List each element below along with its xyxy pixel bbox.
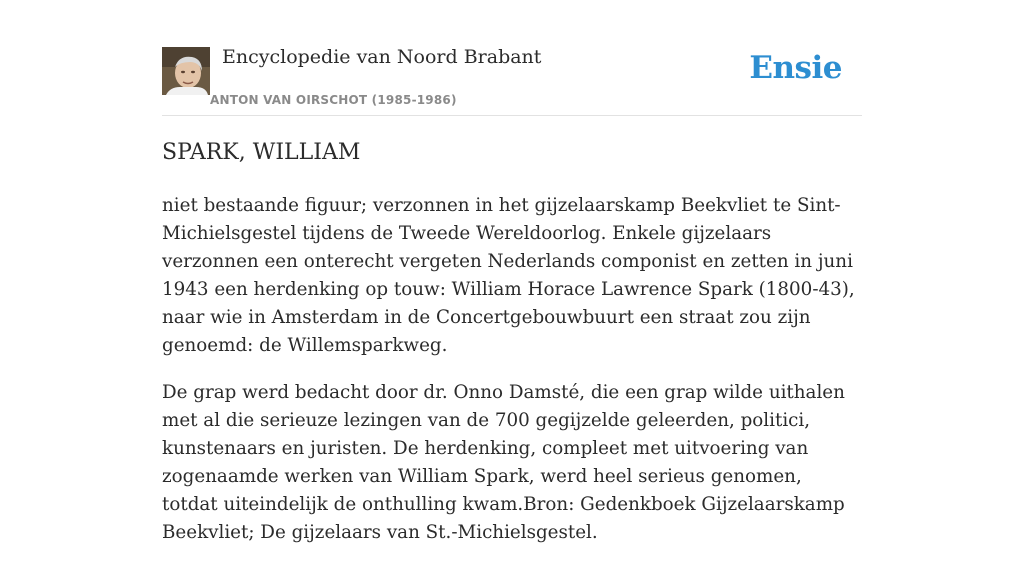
ensie-logo[interactable]: Ensie [749,50,842,86]
source-title-link[interactable]: Encyclopedie van Noord Brabant [222,46,542,68]
author-portrait-icon [162,47,210,95]
article-title: SPARK, WILLIAM [162,140,361,165]
content-container [162,0,862,543]
article-paragraph: niet bestaande figuur; verzonnen in het gijzelaarskamp Beekvliet te Sint-Michielsgestel tijdens de Tweede Wereldoorlog. Enkele gijzelaars verzonnen een onterecht vergeten Nederlands componist en zetten in juni 1943 een herdenking op touw: William Horace Lawrence Spark (1800-43), naar wie in Amsterdam in de Concertgebouwbuurt een straat zou zijn genoemd: de Willemsparkweg. [162,195,855,356]
article-body [162,192,862,566]
author-name[interactable]: ANTON VAN OIRSCHOT (1985-1986) [210,93,457,107]
article-paragraph: De grap werd bedacht door dr. Onno Damsté, die een grap wilde uithalen met al die serieuze lezingen van de 700 gegijzelde geleerden, politici, kunstenaars en juristen. De herdenking, compleet met uitvoering van zogenaamde werken van William Spark, werd heel serieus genomen, totdat uiteindelijk de onthulling kwam.Bron: Gedenkboek Gijzelaarskamp Beekvliet; De gijzelaars van St.-Michielsgestel. [162,382,845,543]
author-avatar[interactable] [162,47,210,95]
header [162,0,862,116]
